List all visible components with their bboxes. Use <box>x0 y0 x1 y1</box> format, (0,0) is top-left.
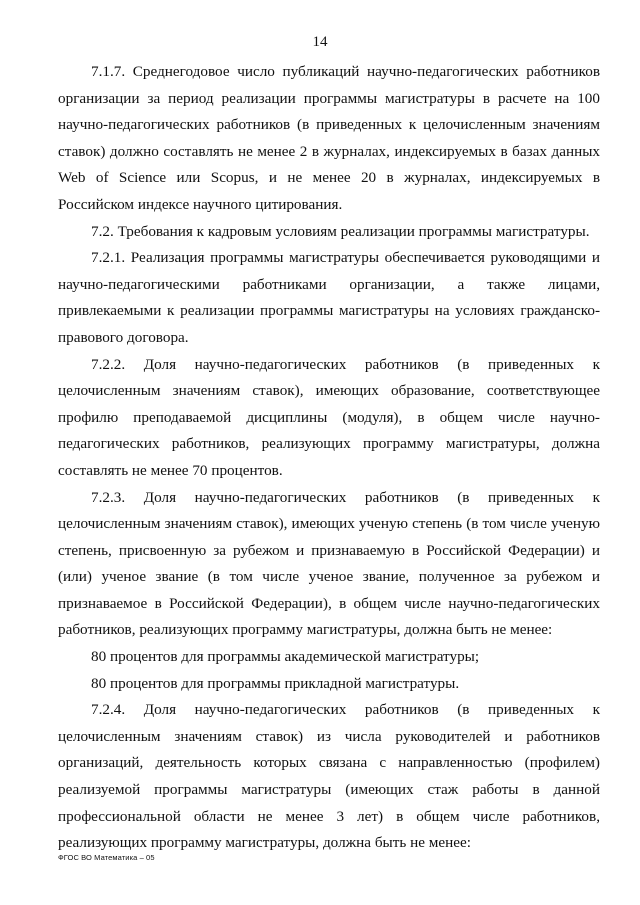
paragraph-7-2-4: 7.2.4. Доля научно-педагогических работников (в приведенных к целочисленным значениям ставок) из числа руководителей и работников организаций, деятельность которых связана с направленностью (профилем) реализуемой программы магистратуры (имеющих стаж работы в данной профессиональной области не менее 3 лет) в общем числе работников, реализующих программу магистратуры, должна быть не менее: <box>58 701 600 852</box>
document-footer: ФГОС ВО Математика – 05 <box>58 853 155 862</box>
paragraph-academic-masters: 80 процентов для программы академической магистратуры; <box>91 648 480 666</box>
paragraph-7-2-1: 7.2.1. Реализация программы магистратуры обеспечивается руководящими и научно-педагогическими работниками организации, а также лицами, привлекаемыми к реализации программы магистратуры на условиях гражданско-правового договора. <box>58 249 600 346</box>
document-body <box>58 59 600 857</box>
paragraph-applied-masters: 80 процентов для программы прикладной магистратуры. <box>91 674 460 692</box>
paragraph-7-1-7: 7.1.7. Среднегодовое число публикаций научно-педагогических работников организации за период реализации программы магистратуры в расчете на 100 научно-педагогических работников (в приведенных к целочисленным значениям ставок) должно составлять не менее 2 в журналах, индексируемых в базах данных Web of Science или Scopus, и не менее 20 в журналах, индексируемых в Российском индексе научного цитирования. <box>58 63 600 213</box>
paragraph-7-2-3: 7.2.3. Доля научно-педагогических работников (в приведенных к целочисленным значениям ставок), имеющих ученую степень (в том числе ученую степень, присвоенную за рубежом и признаваемую в Российской Федерации) и (или) ученое звание (в том числе ученое звание, полученное за рубежом и признаваемое в Российской Федерации), в общем числе научно-педагогических работников, реализующих программу магистратуры, должна быть не менее: <box>58 488 600 639</box>
paragraph-7-2: 7.2. Требования к кадровым условиям реализации программы магистратуры. <box>91 222 590 240</box>
page-number: 14 <box>312 34 328 50</box>
paragraph-7-2-2: 7.2.2. Доля научно-педагогических работников (в приведенных к целочисленным значениям ставок), имеющих образование, соответствующее профилю преподаваемой дисциплины (модуля), в общем числе научно-педагогических работников, реализующих программу магистратуры, должна составлять не менее 70 процентов. <box>58 355 600 479</box>
